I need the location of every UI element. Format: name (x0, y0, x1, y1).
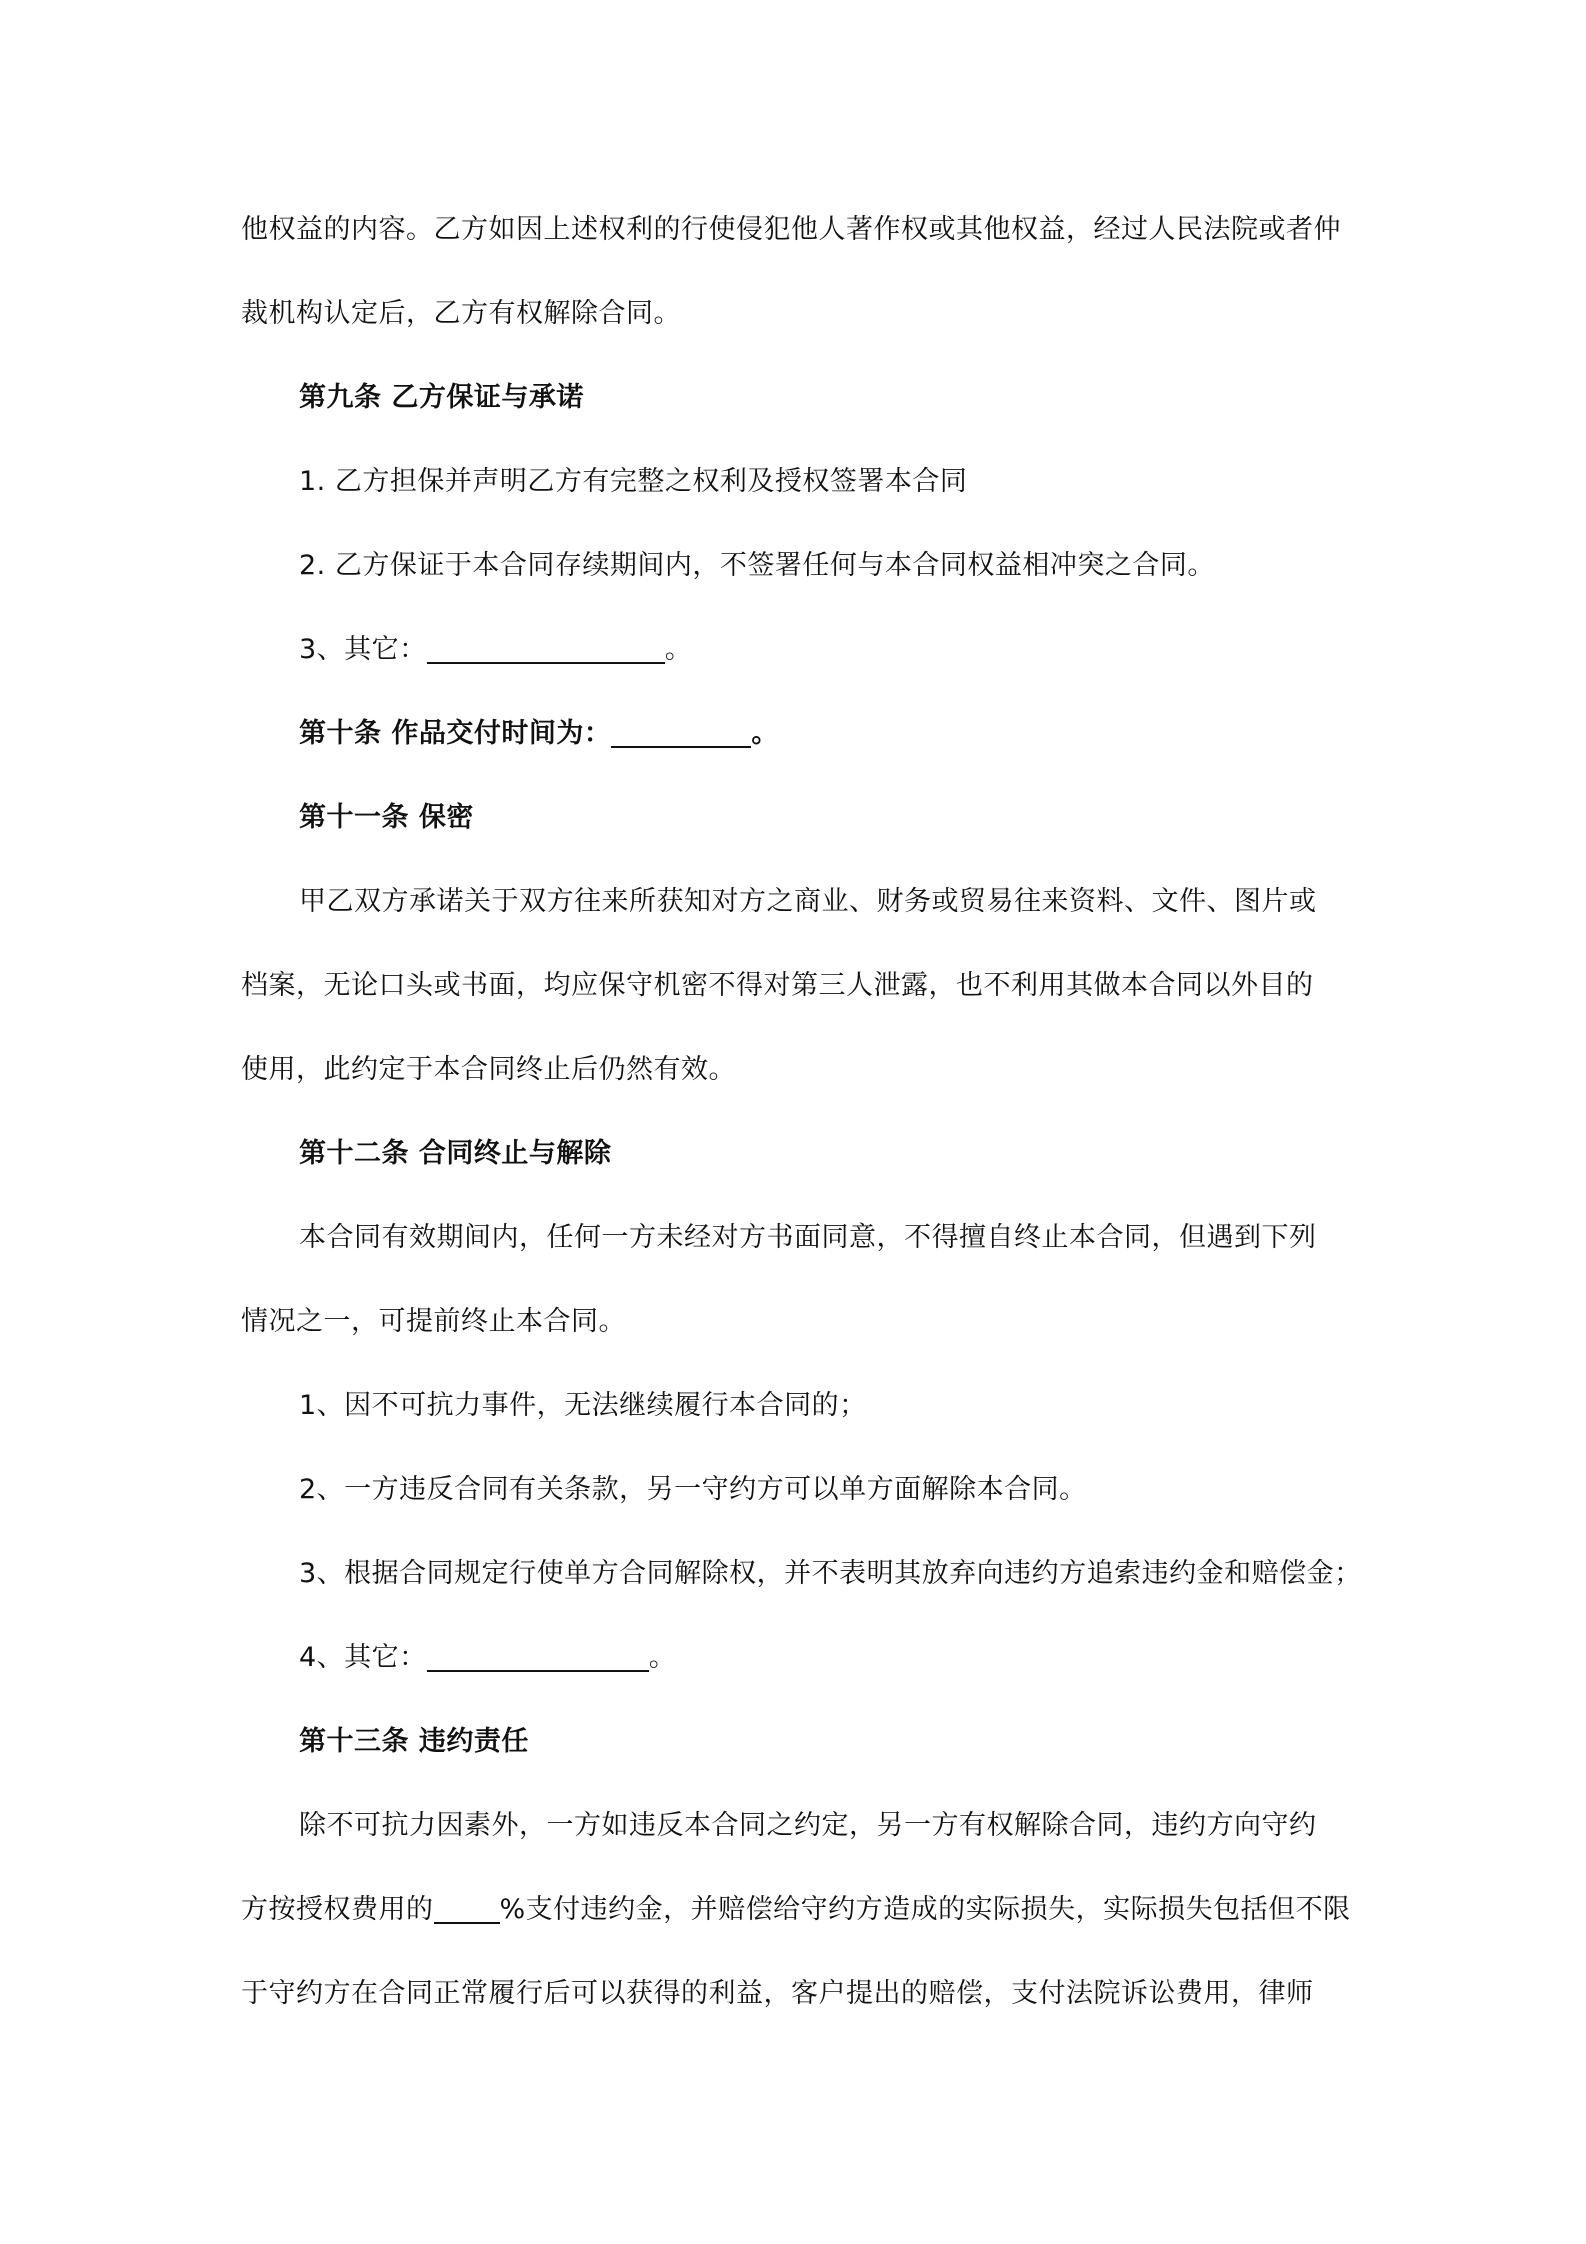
paragraph-line: 于守约方在合同正常履行后可以获得的利益，客户提出的赔偿，支付法院诉讼费用，律师 (241, 1978, 1314, 2009)
article-9-item-3-label: 3、其它： (299, 634, 427, 665)
paragraph-line: 他权益的内容。乙方如因上述权利的行使侵犯他人著作权或其他权益，经过人民法院或者仲 (241, 214, 1341, 245)
article-9-item-3 (299, 632, 692, 668)
sentence-end: 。 (751, 718, 779, 749)
paragraph-line: 裁机构认定后，乙方有权解除合同。 (241, 298, 681, 329)
paragraph-line: 使用，此约定于本合同终止后仍然有效。 (241, 1054, 736, 1085)
fill-in-blank (427, 632, 665, 664)
article-12-item-4 (299, 1640, 676, 1676)
article-12-item-2: 2、一方违反合同有关条款，另一守约方可以单方面解除本合同。 (299, 1474, 1087, 1505)
article-10-heading-label: 第十条 作品交付时间为： (299, 718, 612, 749)
sentence-end: 。 (664, 634, 693, 665)
article-10-heading (299, 716, 779, 752)
sentence-end: 。 (648, 1642, 677, 1673)
paragraph-line: 情况之一，可提前终止本合同。 (241, 1306, 626, 1337)
article-13-heading: 第十三条 违约责任 (299, 1726, 529, 1757)
article-9-item-1: 1. 乙方担保并声明乙方有完整之权利及授权签署本合同 (299, 466, 968, 497)
paragraph-line: 本合同有效期间内，任何一方未经对方书面同意，不得擅自终止本合同，但遇到下列 (299, 1222, 1317, 1253)
paragraph-line: 档案，无论口头或书面，均应保守机密不得对第三人泄露，也不利用其做本合同以外目的 (241, 970, 1314, 1001)
paragraph-line: 除不可抗力因素外，一方如违反本合同之约定，另一方有权解除合同，违约方向守约 (299, 1810, 1317, 1841)
article-12-item-1: 1、因不可抗力事件，无法继续履行本合同的； (299, 1390, 867, 1421)
text-segment: %支付违约金，并赔偿给守约方造成的实际损失，实际损失包括但不限 (499, 1894, 1351, 1925)
article-12-item-3: 3、根据合同规定行使单方合同解除权，并不表明其放弃向违约方追索违约金和赔偿金； (299, 1558, 1362, 1589)
fill-in-blank (427, 1640, 649, 1672)
article-11-heading: 第十一条 保密 (299, 802, 474, 833)
fill-in-blank (611, 716, 751, 748)
paragraph-line: 甲乙双方承诺关于双方往来所获知对方之商业、财务或贸易往来资料、文件、图片或 (299, 886, 1317, 917)
text-segment: 方按授权费用的 (241, 1894, 434, 1925)
article-9-item-2: 2. 乙方保证于本合同存续期间内，不签署任何与本合同权益相冲突之合同。 (299, 550, 1215, 581)
article-12-heading: 第十二条 合同终止与解除 (299, 1138, 612, 1169)
article-12-item-4-label: 4、其它： (299, 1642, 427, 1673)
article-9-heading: 第九条 乙方保证与承诺 (299, 382, 584, 413)
paragraph-line (241, 1892, 1351, 1928)
fill-in-blank (434, 1892, 500, 1924)
